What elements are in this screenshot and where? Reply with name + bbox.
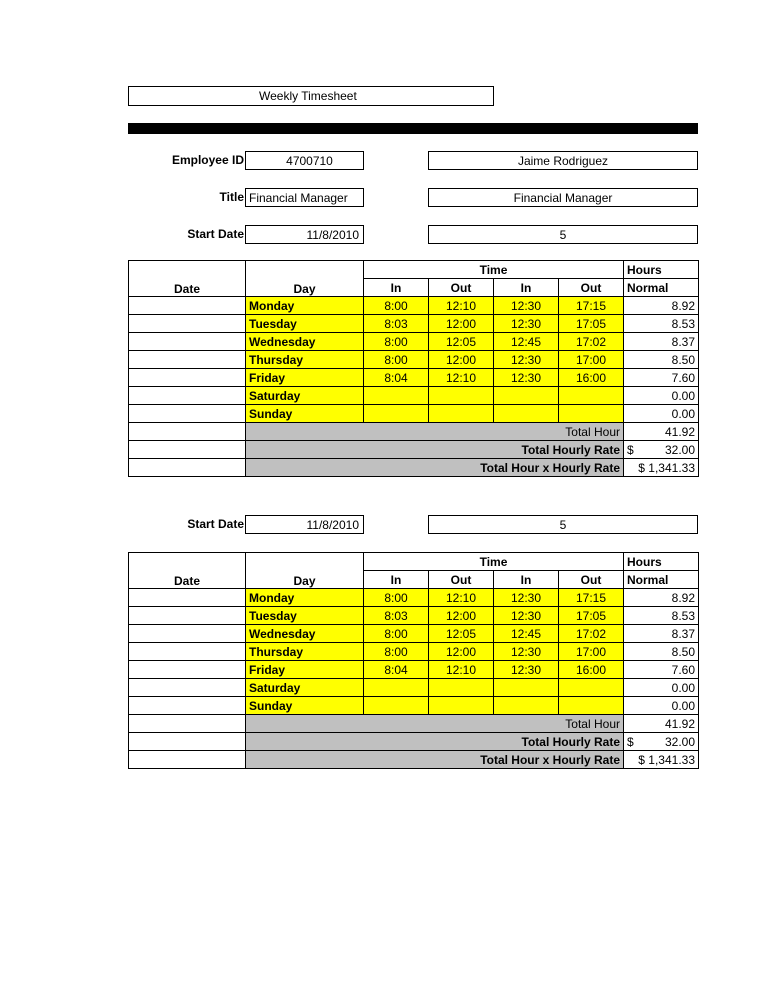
- time-in-cell[interactable]: [364, 387, 429, 405]
- time-out-cell[interactable]: [429, 697, 494, 715]
- table-row: [129, 697, 699, 715]
- day-cell: Friday: [246, 661, 364, 679]
- out-header: Out: [429, 571, 494, 589]
- normal-header: Normal: [624, 279, 699, 297]
- hours-cell: 8.92: [624, 297, 699, 315]
- table-row: [129, 315, 699, 333]
- total-hour-label: Total Hour: [246, 423, 624, 441]
- day-header: Day: [246, 261, 364, 297]
- total-hour-value: 41.92: [624, 715, 699, 733]
- date-cell[interactable]: [129, 607, 246, 625]
- total-hour-row: [129, 715, 699, 733]
- date-cell: [129, 459, 246, 477]
- day-cell: Wednesday: [246, 333, 364, 351]
- total-pay-row: [129, 751, 699, 769]
- hours-cell: 8.50: [624, 351, 699, 369]
- table-row: [129, 351, 699, 369]
- in-header: In: [494, 279, 559, 297]
- time-in-cell[interactable]: 12:30: [494, 661, 559, 679]
- day-cell: Wednesday: [246, 625, 364, 643]
- date-cell[interactable]: [129, 643, 246, 661]
- hours-cell: 0.00: [624, 387, 699, 405]
- timesheet-table: [128, 552, 699, 769]
- start-date-label: Start Date: [187, 227, 244, 241]
- time-out-cell[interactable]: 17:02: [559, 333, 624, 351]
- date-cell[interactable]: [129, 369, 246, 387]
- date-cell[interactable]: [129, 333, 246, 351]
- in-header: In: [494, 571, 559, 589]
- hours-cell: 8.37: [624, 625, 699, 643]
- total-pay-label: Total Hour x Hourly Rate: [246, 459, 624, 477]
- day-cell: Tuesday: [246, 607, 364, 625]
- week-number-value: 5: [559, 227, 567, 242]
- table-row: [129, 607, 699, 625]
- time-out-cell[interactable]: 12:00: [429, 607, 494, 625]
- date-cell: [129, 423, 246, 441]
- date-header: Date: [129, 261, 246, 297]
- time-out-cell[interactable]: 17:00: [559, 643, 624, 661]
- time-out-cell[interactable]: 12:10: [429, 661, 494, 679]
- title-value: Financial Manager: [249, 190, 348, 205]
- header-divider-bar: [128, 123, 698, 134]
- date-cell[interactable]: [129, 405, 246, 423]
- date-cell[interactable]: [129, 297, 246, 315]
- time-in-cell[interactable]: 8:03: [364, 607, 429, 625]
- table-row: [129, 297, 699, 315]
- time-in-cell[interactable]: [364, 697, 429, 715]
- hours-cell: 7.60: [624, 661, 699, 679]
- hourly-rate-value: 32.00: [664, 442, 695, 457]
- date-cell[interactable]: [129, 625, 246, 643]
- time-in-cell[interactable]: [494, 679, 559, 697]
- employee-id-value: 4700710: [286, 153, 333, 168]
- time-out-cell[interactable]: [429, 387, 494, 405]
- in-header: In: [364, 279, 429, 297]
- total-pay-value: $ 1,341.33: [624, 459, 699, 477]
- time-out-cell[interactable]: 12:05: [429, 333, 494, 351]
- employee-id-field[interactable]: [245, 151, 364, 170]
- time-in-cell[interactable]: 12:30: [494, 607, 559, 625]
- table-row: [129, 661, 699, 679]
- employee-name-value: Jaime Rodriguez: [517, 153, 609, 168]
- time-in-cell[interactable]: [364, 405, 429, 423]
- hours-cell: 8.53: [624, 607, 699, 625]
- time-out-cell[interactable]: 17:05: [559, 315, 624, 333]
- date-cell: [129, 441, 246, 459]
- day-cell: Tuesday: [246, 315, 364, 333]
- table-row: [129, 405, 699, 423]
- time-out-cell[interactable]: 12:00: [429, 351, 494, 369]
- employee-name-field[interactable]: [428, 151, 698, 170]
- time-out-cell[interactable]: 17:15: [559, 589, 624, 607]
- in-header: In: [364, 571, 429, 589]
- currency-symbol: $: [627, 734, 634, 749]
- day-cell: Thursday: [246, 643, 364, 661]
- time-out-cell[interactable]: [559, 405, 624, 423]
- hours-cell: 0.00: [624, 697, 699, 715]
- table-row: [129, 625, 699, 643]
- date-cell: [129, 733, 246, 751]
- time-header: Time: [364, 553, 624, 571]
- time-out-cell[interactable]: 16:00: [559, 369, 624, 387]
- out-header: Out: [559, 279, 624, 297]
- time-in-cell[interactable]: [494, 405, 559, 423]
- time-in-cell[interactable]: 8:00: [364, 625, 429, 643]
- hourly-rate-value: 32.00: [664, 734, 695, 749]
- date-cell: [129, 715, 246, 733]
- hourly-rate-cell[interactable]: [624, 441, 699, 459]
- time-in-cell[interactable]: 12:30: [494, 351, 559, 369]
- week-number-field[interactable]: [428, 515, 698, 534]
- time-in-cell[interactable]: 12:45: [494, 625, 559, 643]
- time-in-cell[interactable]: 12:30: [494, 297, 559, 315]
- time-out-cell[interactable]: 12:00: [429, 643, 494, 661]
- hours-cell: 0.00: [624, 405, 699, 423]
- start-date-field[interactable]: [245, 225, 364, 244]
- time-in-cell[interactable]: 8:00: [364, 351, 429, 369]
- hours-cell: 0.00: [624, 679, 699, 697]
- time-out-cell[interactable]: 17:02: [559, 625, 624, 643]
- date-cell[interactable]: [129, 589, 246, 607]
- total-pay-row: [129, 459, 699, 477]
- hourly-rate-label: Total Hourly Rate: [246, 441, 624, 459]
- date-cell: [129, 751, 246, 769]
- time-in-cell[interactable]: 8:04: [364, 369, 429, 387]
- total-hour-label: Total Hour: [246, 715, 624, 733]
- time-out-cell[interactable]: 16:00: [559, 661, 624, 679]
- day-cell: Saturday: [246, 679, 364, 697]
- time-in-cell[interactable]: 8:00: [364, 589, 429, 607]
- time-in-cell[interactable]: 12:30: [494, 369, 559, 387]
- time-out-cell[interactable]: [429, 405, 494, 423]
- total-pay-label: Total Hour x Hourly Rate: [246, 751, 624, 769]
- table-row: [129, 679, 699, 697]
- time-in-cell[interactable]: 8:00: [364, 297, 429, 315]
- hours-cell: 7.60: [624, 369, 699, 387]
- day-cell: Saturday: [246, 387, 364, 405]
- title-display-field[interactable]: [428, 188, 698, 207]
- date-cell[interactable]: [129, 387, 246, 405]
- time-out-cell[interactable]: 12:10: [429, 297, 494, 315]
- time-out-cell[interactable]: 12:10: [429, 369, 494, 387]
- total-hour-row: [129, 423, 699, 441]
- day-header: Day: [246, 553, 364, 589]
- hours-cell: 8.53: [624, 315, 699, 333]
- time-out-cell[interactable]: 17:05: [559, 607, 624, 625]
- total-hour-value: 41.92: [624, 423, 699, 441]
- currency-symbol: $: [627, 442, 634, 457]
- timesheet-table: [128, 260, 699, 477]
- day-cell: Thursday: [246, 351, 364, 369]
- day-cell: Sunday: [246, 697, 364, 715]
- table-row: [129, 369, 699, 387]
- time-out-cell[interactable]: 12:05: [429, 625, 494, 643]
- hours-cell: 8.37: [624, 333, 699, 351]
- time-in-cell[interactable]: 12:45: [494, 333, 559, 351]
- date-cell[interactable]: [129, 697, 246, 715]
- title-box: [128, 86, 494, 106]
- time-out-cell[interactable]: [429, 679, 494, 697]
- hourly-rate-label: Total Hourly Rate: [246, 733, 624, 751]
- time-out-cell[interactable]: 17:15: [559, 297, 624, 315]
- table-row: [129, 643, 699, 661]
- time-out-cell[interactable]: 17:00: [559, 351, 624, 369]
- time-in-cell[interactable]: 8:00: [364, 333, 429, 351]
- hourly-rate-cell[interactable]: [624, 733, 699, 751]
- day-cell: Sunday: [246, 405, 364, 423]
- start-date-value: 11/8/2010: [306, 227, 359, 242]
- time-in-cell[interactable]: 12:30: [494, 315, 559, 333]
- time-header: Time: [364, 261, 624, 279]
- start-date-value: 11/8/2010: [306, 517, 359, 532]
- date-cell[interactable]: [129, 315, 246, 333]
- time-out-cell[interactable]: [559, 679, 624, 697]
- hours-header: Hours: [624, 261, 699, 279]
- date-cell[interactable]: [129, 661, 246, 679]
- date-header: Date: [129, 553, 246, 589]
- time-in-cell[interactable]: [364, 679, 429, 697]
- time-in-cell[interactable]: 8:04: [364, 661, 429, 679]
- time-in-cell[interactable]: [494, 387, 559, 405]
- day-cell: Monday: [246, 297, 364, 315]
- start-date-field[interactable]: [245, 515, 364, 534]
- time-out-cell[interactable]: [559, 697, 624, 715]
- table-row: [129, 333, 699, 351]
- day-cell: Friday: [246, 369, 364, 387]
- time-out-cell[interactable]: 12:10: [429, 589, 494, 607]
- date-cell[interactable]: [129, 351, 246, 369]
- total-pay-value: $ 1,341.33: [624, 751, 699, 769]
- title-display-value: Financial Manager: [513, 190, 613, 205]
- hours-cell: 8.92: [624, 589, 699, 607]
- week-number-field[interactable]: [428, 225, 698, 244]
- start-date-label: Start Date: [187, 517, 244, 531]
- hourly-rate-row: [129, 441, 699, 459]
- time-out-cell[interactable]: [559, 387, 624, 405]
- time-in-cell[interactable]: 12:30: [494, 643, 559, 661]
- time-in-cell[interactable]: 12:30: [494, 589, 559, 607]
- hourly-rate-row: [129, 733, 699, 751]
- out-header: Out: [559, 571, 624, 589]
- time-in-cell[interactable]: [494, 697, 559, 715]
- hours-header: Hours: [624, 553, 699, 571]
- time-in-cell[interactable]: 8:03: [364, 315, 429, 333]
- normal-header: Normal: [624, 571, 699, 589]
- out-header: Out: [429, 279, 494, 297]
- hours-cell: 8.50: [624, 643, 699, 661]
- table-row: [129, 387, 699, 405]
- time-in-cell[interactable]: 8:00: [364, 643, 429, 661]
- time-out-cell[interactable]: 12:00: [429, 315, 494, 333]
- title-label: Title: [219, 190, 244, 204]
- employee-id-label: Employee ID: [171, 153, 244, 167]
- date-cell[interactable]: [129, 679, 246, 697]
- day-cell: Monday: [246, 589, 364, 607]
- title-field[interactable]: [245, 188, 364, 207]
- page-title: Weekly Timesheet: [259, 89, 357, 103]
- week-number-value: 5: [559, 517, 567, 532]
- table-row: [129, 589, 699, 607]
